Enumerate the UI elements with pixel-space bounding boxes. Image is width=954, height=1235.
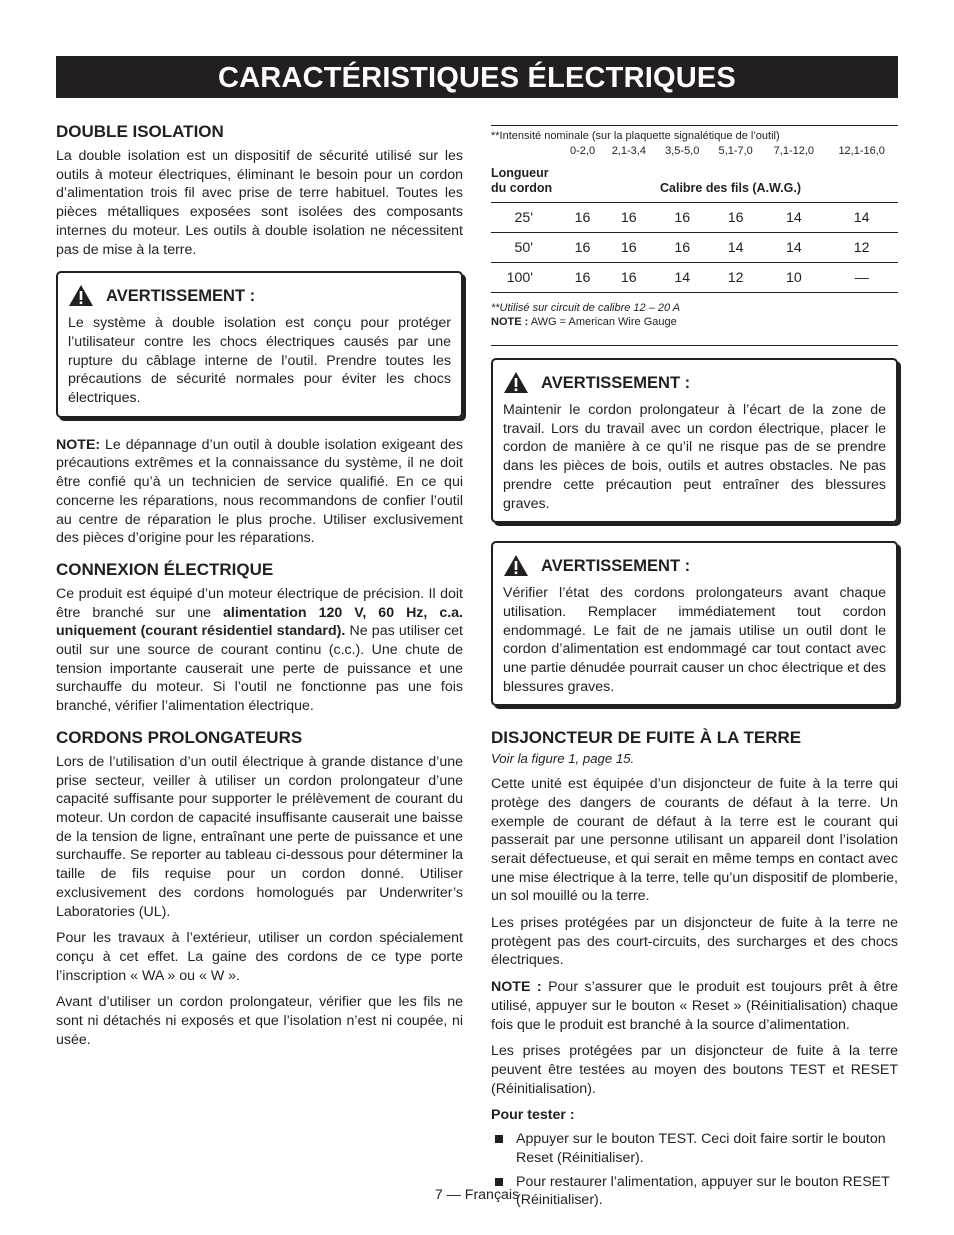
warning-triangle-icon (503, 554, 529, 577)
warning-header (68, 284, 451, 307)
disjoncteur-heading: DISJONCTEUR DE FUITE À LA TERRE (491, 728, 802, 748)
note-body: Pour s’assurer que le produit est toujours prêt à être utilisé, appuyer sur le bouton « Reset » (Réinitialisation) chaque fois que le produit est branché à la source d’alimentation. (491, 979, 899, 1033)
table-row (491, 233, 898, 263)
gauge-cell: 16 (563, 263, 602, 293)
page-footer: 7 — Français (434, 1187, 520, 1203)
note-body: Le dépannage d’un outil à double isolation exigeant des précautions extrêmes et la connaissance du système, il ne doit être confié qu’à un technicien de service qualifié. En ce qui concerne les réparations, nous recommandons de confier l’outil au centre de réparation le plus proche. Utiliser exclusivement des pièces d’origine pour les réparations. (56, 436, 463, 547)
double-isolation-heading: DOUBLE ISOLATION (56, 122, 224, 141)
test-label: Pour tester : (491, 1107, 575, 1124)
warning-body: Le système à double isolation est conçu pour protéger l’utilisateur contre les chocs électriques causés par une rupture du câblage interne de l’outil. Prendre toutes les précautions de sécurité normales pour éviter les chocs électriques. (68, 315, 451, 407)
amp-range: 0-2,0 (570, 145, 596, 157)
amp-range: 5,1-7,0 (718, 145, 753, 157)
disjoncteur-note (491, 978, 898, 1034)
gauge-cell: — (825, 263, 898, 293)
warning-triangle-icon (68, 284, 94, 307)
gauge-cell: 16 (602, 263, 655, 293)
square-bullet-icon (495, 1178, 503, 1186)
gauge-cell: 14 (762, 203, 825, 233)
warning-title: AVERTISSEMENT : (106, 286, 256, 305)
cordons-paragraph-2: Pour les travaux à l’extérieur, utiliser un cordon spécialement conçu à cet effet. La gaine des cordons de ce type porte l’inscription « WA » ou « W ». (56, 930, 463, 984)
gauge-cell: 16 (563, 203, 602, 233)
left-column (56, 122, 463, 1057)
gauge-cell: 10 (762, 263, 825, 293)
table-note (491, 315, 898, 329)
cordons-heading: CORDONS PROLONGATEURS (56, 727, 303, 747)
table-row (491, 263, 898, 293)
warning-title: AVERTISSEMENT : (541, 556, 691, 575)
gauge-cell: 14 (656, 263, 709, 293)
amp-range: 7,1-12,0 (773, 145, 815, 157)
bullet-item (491, 1130, 898, 1167)
note-label: NOTE : (491, 979, 542, 996)
connexion-heading: CONNEXION ÉLECTRIQUE (56, 559, 274, 579)
warning-header (503, 554, 886, 577)
cord-length: 50' (491, 233, 563, 263)
cordons-paragraph-3: Avant d’utiliser un cordon prolongateur, vérifier que les fils ne sont ni détachés ni exposés et que l’isolation n’est ni coupée, ni usée. (56, 994, 463, 1048)
gauge-cell: 16 (602, 203, 655, 233)
square-bullet-icon (495, 1135, 503, 1143)
gauge-header: Calibre des fils (A.W.G.) (563, 166, 898, 203)
gauge-cell: 12 (709, 263, 762, 293)
gauge-cell: 14 (762, 233, 825, 263)
disjoncteur-paragraph-1: Cette unité est équipée d’un disjoncteur de fuite à la terre qui protège des dangers de courants de défaut à la terre. Un exemple de courant de défaut à la terre est le courant qui passerait par une personne utilisant un appareil dont l’isolation serait défectueuse, et qui serait en même temps en contact avec une mise électrique à la terre, telle qu’un dispositif de plomberie, un sol mouillé ou la terre. (491, 776, 898, 905)
amp-range: 12,1-16,0 (838, 145, 885, 157)
warning-title: AVERTISSEMENT : (541, 373, 691, 392)
disjoncteur-paragraph-3: Les prises protégées par un disjoncteur de fuite à la terre peuvent être testées au moyen des boutons TEST et RESET (Réinitialisation). (491, 1043, 898, 1097)
figure-reference: Voir la figure 1, page 15. (491, 751, 635, 767)
cord-length: 25' (491, 203, 563, 233)
connexion-body (56, 585, 463, 716)
warning-body: Maintenir le cordon prolongateur à l’écart de la zone de travail. Lors du travail avec un cordon électrique, placer le cordon de manière à ce qu’il ne risque pas de se prendre dans les pièces de bois, outils et autres obstacles. Ne pas prendre cette précaution peut entraîner des blessures graves. (503, 402, 886, 512)
gauge-cell: 16 (709, 203, 762, 233)
warning-box-cord-inspection (491, 541, 898, 706)
disjoncteur-paragraph-2: Les prises protégées par un disjoncteur de fuite à la terre ne protègent pas des court-circuits, des surcharges et des chocs électriques. (491, 915, 898, 969)
bullet-text: Appuyer sur le bouton TEST. Ceci doit faire sortir le bouton Reset (Réinitialiser). (516, 1131, 886, 1166)
gauge-cell: 14 (825, 203, 898, 233)
extension-cord-table (491, 126, 898, 293)
note-label: NOTE: (56, 436, 101, 453)
page-title-banner: CARACTÉRISTIQUES ÉLECTRIQUES (56, 56, 898, 98)
table-bottom-rule (491, 345, 898, 346)
bullet-text: Pour restaurer l’alimentation, appuyer sur le bouton RESET (Réinitialiser). (516, 1173, 890, 1209)
amp-range: 3,5-5,0 (665, 145, 700, 157)
gauge-cell: 16 (602, 233, 655, 263)
gauge-cell: 14 (709, 233, 762, 263)
connexion-body-start: Ce produit est équipé d’un moteur électrique de précision. Il doit être branché sur une (56, 585, 463, 621)
connexion-body-bold: alimentation 120 V, 60 Hz, c.a. uniquement (courant résidentiel standard). (56, 604, 463, 640)
warning-box-double-isolation (56, 271, 463, 418)
double-isolation-body: La double isolation est un dispositif de sécurité utilisé sur les outils à moteur électriques, éliminant le besoin pour un cordon d’alimentation trois fil avec prise de terre habituel. Toutes les pièces métalliques exposées sont isolées des composants internes du moteur. Les outils à double isolation ne nécessitent pas de mise à la terre. (56, 148, 463, 258)
warning-triangle-icon (503, 371, 529, 394)
cord-length: 100' (491, 263, 563, 293)
warning-box-cord-placement (491, 358, 898, 523)
table-note-label: NOTE : (491, 316, 529, 328)
table-note-body: AWG = American Wire Gauge (528, 316, 677, 328)
table-row (491, 203, 898, 233)
cordons-paragraph-1: Lors de l’utilisation d’un outil électrique à grande distance d’une prise secteur, veiller à utiliser un cordon prolongateur d’une capacité suffisante pour supporter le prélèvement de courant du moteur. Un cordon de capacité insuffisante causerait une baisse de la tension de ligne, entraînant une perte de puissance et une surchauffe. Se reporter au tableau ci-dessous pour déterminer la taille de fils requise pour un cordon donné. Utiliser exclusivement des cordons homologués par Underwriter’s Laboratories (UL). (56, 753, 463, 920)
column-header-row (491, 166, 898, 203)
amp-range: 2,1-3,4 (611, 145, 646, 157)
intensity-caption: **Intensité nominale (sur la plaquette signalétique de l’outil) (491, 130, 780, 142)
connexion-body-end: Ne pas utiliser cet outil sur une source de courant continu (c.c.). Une chute de tension importante causerait une perte de puissance et une surchauffe du moteur. Si l’outil ne fonctionne pas une fois branché, vérifier l’alimentation électrique. (56, 623, 463, 715)
note-paragraph (56, 436, 463, 548)
gauge-cell: 16 (656, 203, 709, 233)
warning-body: Vérifier l’état des cordons prolongateurs avant chaque utilisation. Remplacer immédiatement tout cordon endommagé. Le fait de ne jamais utilise un outil dont le cordon d’alimentation est endommagé car tout contact avec une partie dénudée pourrait causer un choc électrique et des blessures graves. (503, 585, 886, 695)
gauge-cell: 16 (656, 233, 709, 263)
table-footnote: **Utilisé sur circuit de calibre 12 – 20 A (491, 302, 681, 314)
amp-range-row (491, 142, 898, 166)
gauge-cell: 12 (825, 233, 898, 263)
length-header: Longueur du cordon (491, 166, 563, 203)
warning-header (503, 371, 886, 394)
gauge-cell: 16 (563, 233, 602, 263)
right-column (491, 125, 898, 1215)
